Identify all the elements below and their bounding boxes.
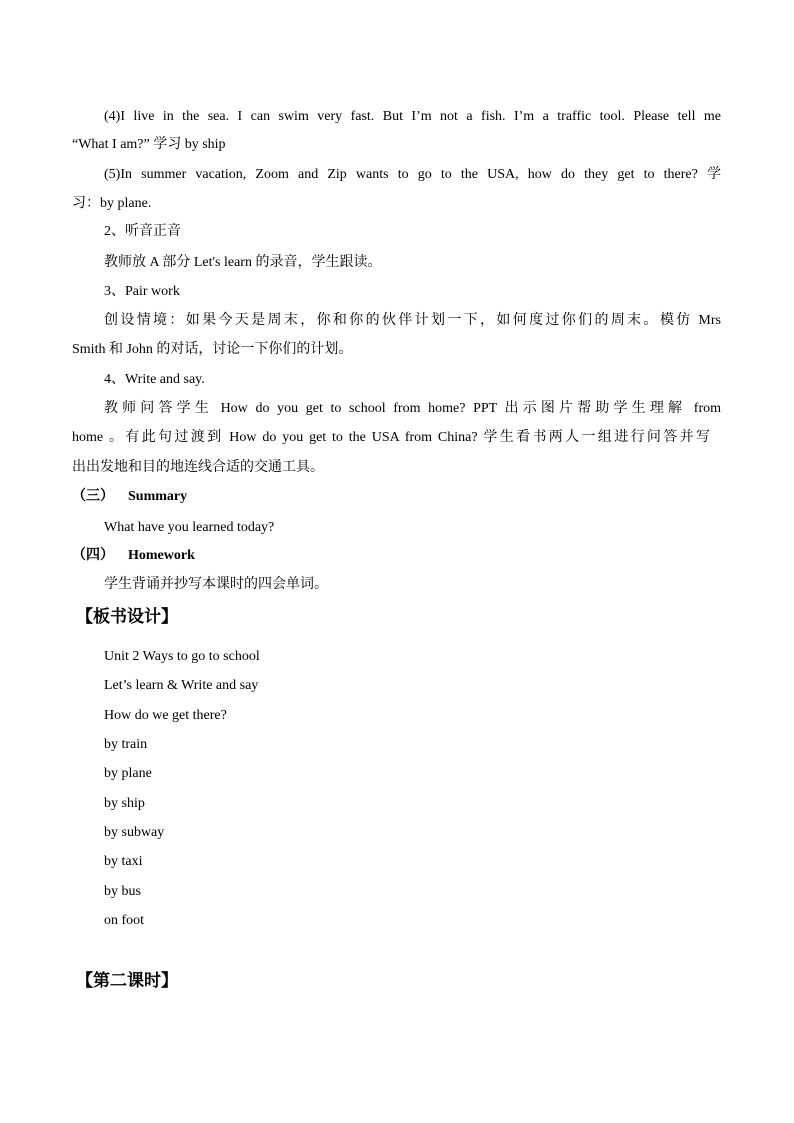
board-line: by bus xyxy=(104,884,141,899)
summary-text: What have you learned today? xyxy=(104,520,275,535)
board-line: on foot xyxy=(104,913,145,928)
step4-text-line3: 出出发地和目的地连线合适的交通工具。 xyxy=(72,460,324,475)
item4-line2: “What I am?” 学习 by ship xyxy=(72,137,226,152)
step2-text: 教师放 A 部分 Let's learn 的录音，学生跟读。 xyxy=(104,255,382,270)
item4-line1: (4)I live in the sea. I can swim very fast. But I’m not a fish. I’m a traffic tool. Please tell me xyxy=(104,109,721,124)
homework-text: 学生背诵并抄写本课时的四会单词。 xyxy=(104,577,328,592)
board-line: Unit 2 Ways to go to school xyxy=(104,649,260,664)
item5-line1: (5)In summer vacation, Zoom and Zip wants to go to the USA, how do they get to there? 学 xyxy=(104,167,721,182)
step3-text-line1: 创设情境：如果今天是周末，你和你的伙伴计划一下，如何度过你们的周末。模仿 Mrs xyxy=(104,313,721,328)
homework-number: （四） xyxy=(72,548,114,563)
item5-line2: 习：by plane. xyxy=(72,196,152,211)
step4-text-line1: 教师问答学生 How do you get to school from home? PPT 出示图片帮助学生理解 from xyxy=(104,401,721,416)
board-line: by ship xyxy=(104,796,145,811)
step4-title: 4、Write and say. xyxy=(104,372,205,387)
lesson2-heading: 【第二课时】 xyxy=(76,971,178,990)
board-line: Let’s learn & Write and say xyxy=(104,678,259,693)
step3-title: 3、Pair work xyxy=(104,284,180,299)
step4-text-line2: home 。有此句过渡到 How do you get to the USA from China? 学生看书两人一组进行问答并写 xyxy=(72,430,710,445)
board-line: by train xyxy=(104,737,148,752)
board-design-heading: 【板书设计】 xyxy=(76,607,178,626)
homework-title: Homework xyxy=(128,548,195,563)
summary-title: Summary xyxy=(128,489,188,504)
summary-number: （三） xyxy=(72,489,114,504)
board-line: by taxi xyxy=(104,854,143,869)
step2-title: 2、听音正音 xyxy=(104,224,181,239)
summary-heading xyxy=(72,487,187,507)
board-line: How do we get there? xyxy=(104,708,227,723)
homework-heading xyxy=(72,546,195,566)
board-line: by plane xyxy=(104,766,152,781)
step3-text-line2: Smith 和 John 的对话，讨论一下你们的计划。 xyxy=(72,342,353,357)
board-line: by subway xyxy=(104,825,165,840)
